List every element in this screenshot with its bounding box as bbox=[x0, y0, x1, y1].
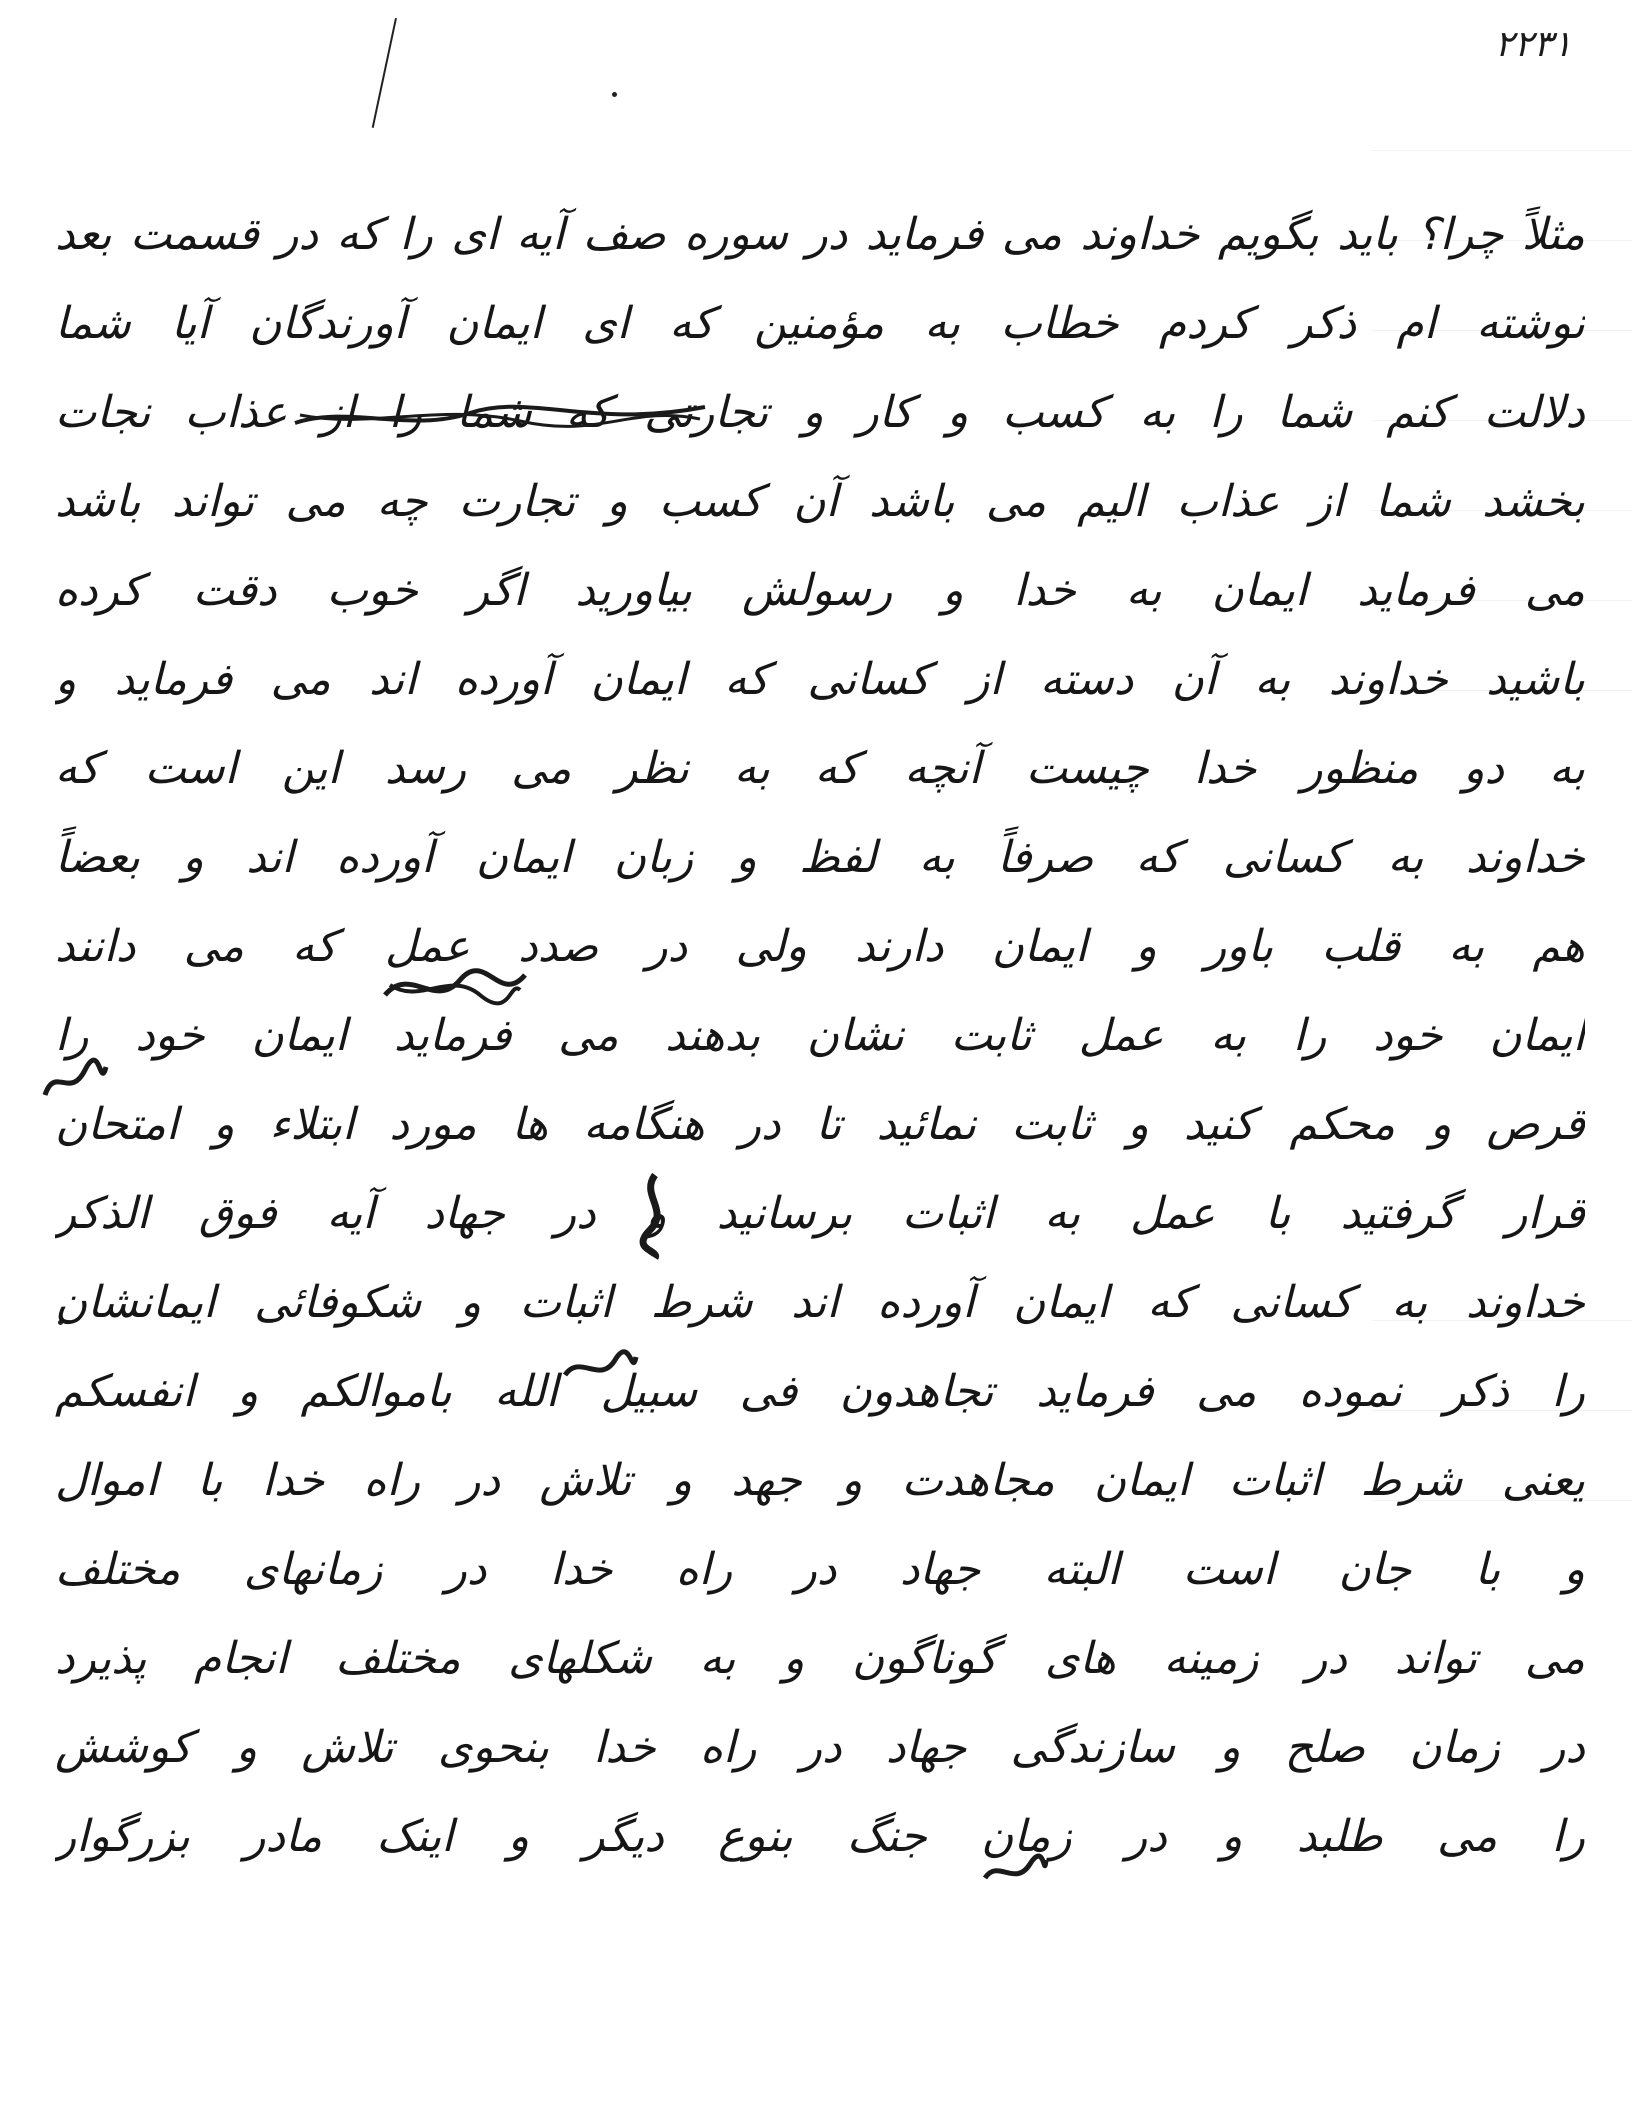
text-line: قرص و محکم کنید و ثابت نمائید تا در هنگامه ها مورد ابتلاء و امتحان bbox=[55, 1099, 1585, 1150]
stray-ink-dot bbox=[612, 92, 617, 97]
handwritten-text-block bbox=[55, 190, 1585, 1881]
text-line: خداوند به کسانی که صرفاً به لفظ و زبان ایمان آورده اند و بعضاً bbox=[55, 832, 1585, 883]
text-line: یعنی شرط اثبات ایمان مجاهدت و جهد و تلاش در راه خدا با اموال bbox=[55, 1455, 1585, 1506]
text-line: می تواند در زمینه های گوناگون و به شکلهای مختلف انجام پذیرد bbox=[55, 1633, 1585, 1684]
text-line: را ذکر نموده می فرماید تجاهدون فی سبیل الله باموالکم و انفسکم bbox=[55, 1366, 1585, 1417]
text-line: ایمان خود را به عمل ثابت نشان بدهند می فرماید ایمان خود را bbox=[55, 1010, 1585, 1061]
text-line: باشید خداوند به آن دسته از کسانی که ایمان آورده اند می فرماید و bbox=[55, 654, 1585, 705]
text-line: در زمان صلح و سازندگی جهاد در راه خدا بنحوی تلاش و کوشش bbox=[55, 1722, 1585, 1773]
text-line: قرار گرفتید با عمل به اثبات برسانید و در جهاد آیه فوق الذکر bbox=[55, 1188, 1585, 1239]
page-number: ۲۲۳۱ bbox=[1494, 24, 1572, 65]
text-line: دلالت کنم شما را به کسب و کار و تجارتی که شما را از عذاب نجات bbox=[55, 387, 1585, 438]
text-line: به دو منظور خدا چیست آنچه که به نظر می رسد این است که bbox=[55, 743, 1585, 794]
text-line: می فرماید ایمان به خدا و رسولش بیاورید اگر خوب دقت کرده bbox=[55, 565, 1585, 616]
bleed-through-line bbox=[1372, 150, 1632, 151]
stray-pen-line bbox=[372, 18, 397, 128]
text-line: خداوند به کسانی که ایمان آورده اند شرط اثبات و شکوفائی ایمانشان bbox=[55, 1277, 1585, 1328]
text-line: مثلاً چرا؟ باید بگویم خداوند می فرماید در سوره صف آیه ای را که در قسمت بعد bbox=[55, 209, 1585, 260]
text-line: بخشد شما از عذاب الیم می باشد آن کسب و تجارت چه می تواند باشد bbox=[55, 476, 1585, 527]
text-line: نوشته ام ذکر کردم خطاب به مؤمنین که ای ایمان آورندگان آیا شما bbox=[55, 298, 1585, 349]
text-line: را می طلبد و در زمان جنگ بنوع دیگر و اینک مادر بزرگوار bbox=[55, 1811, 1585, 1862]
text-line: و با جان است البته جهاد در راه خدا در زمانهای مختلف bbox=[55, 1544, 1585, 1595]
text-line: هم به قلب باور و ایمان دارند ولی در صدد عمل که می دانند bbox=[55, 921, 1585, 972]
